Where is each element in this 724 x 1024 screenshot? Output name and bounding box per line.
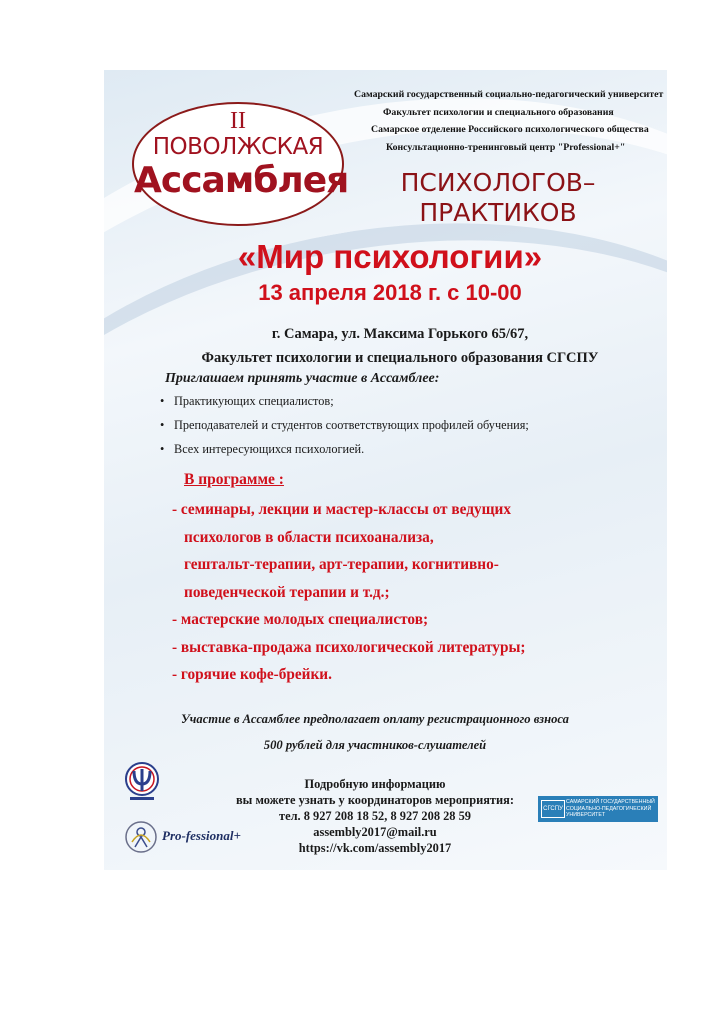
- list-item: • Преподавателей и студентов соответствующих профилей обучения;: [156, 413, 636, 437]
- event-date: 13 апреля 2018 г. с 10-00: [258, 280, 522, 305]
- event-title: «Мир психологии»: [237, 238, 543, 275]
- invite-heading: Приглашаем принять участие в Ассамблее:: [165, 371, 440, 386]
- organizers-block: [354, 86, 674, 156]
- university-name-line: УНИВЕРСИТЕТ: [566, 812, 606, 818]
- program-line: гештальт-терапии, арт-терапии, когнитивно-: [184, 556, 499, 573]
- university-name-line: СОЦИАЛЬНО-ПЕДАГОГИЧЕСКИЙ: [566, 805, 652, 812]
- address-block: [160, 322, 640, 370]
- list-item: • Всех интересующихся психологией.: [156, 437, 636, 461]
- program-list: [172, 496, 642, 689]
- audience-list: [156, 389, 636, 461]
- subtitle: [348, 168, 648, 228]
- subtitle-line-1: ПСИХОЛОГОВ–: [400, 168, 596, 197]
- professional-plus-logo-icon: [124, 820, 158, 854]
- organizer-line: Самарское отделение Российского психологического общества: [371, 124, 649, 135]
- university-abbr: СГСПУ: [541, 800, 565, 818]
- university-name-line: САМАРСКИЙ ГОСУДАРСТВЕННЫЙ: [566, 799, 655, 805]
- assembly-emblem: [132, 102, 349, 226]
- fee-block: [140, 706, 610, 758]
- program-line: - мастерские молодых специалистов;: [172, 611, 429, 628]
- professional-plus-text: Pro-fessional+: [162, 828, 241, 843]
- subtitle-line-2: ПРАКТИКОВ: [419, 198, 577, 227]
- fee-line: Участие в Ассамблее предполагает оплату регистрационного взноса: [181, 712, 569, 726]
- program-line: - семинары, лекции и мастер-классы от ведущих: [172, 501, 512, 518]
- program-line: психологов в области психоанализа,: [184, 528, 434, 546]
- fee-line: 500 рублей для участников-слушателей: [263, 738, 487, 752]
- psi-emblem-icon: [124, 760, 160, 806]
- organizer-line: Факультет психологии и специального образования: [383, 106, 614, 118]
- list-item: • Практикующих специалистов;: [156, 389, 636, 413]
- organizer-line: Самарский государственный социально-педагогический университет: [354, 89, 664, 100]
- program-line: - выставка-продажа психологической литературы;: [172, 638, 526, 656]
- contacts-line: Подробную информацию: [304, 777, 446, 791]
- professional-plus-logo: [124, 820, 284, 856]
- emblem-line-2: Ассамблея: [134, 160, 349, 201]
- program-heading: В программе :: [184, 471, 284, 488]
- university-logo: [538, 796, 658, 822]
- contacts-line: вы можете узнать у координаторов мероприятия:: [235, 793, 514, 807]
- university-name: [566, 799, 656, 819]
- vk-link[interactable]: https://vk.com/assembly2017: [298, 841, 452, 855]
- organizer-line: Консультационно-тренинговый центр "Professional+": [386, 141, 626, 153]
- emblem-number: II: [230, 108, 246, 134]
- email-link[interactable]: assembly2017@mail.ru: [313, 825, 437, 839]
- program-line: поведенческой терапии и т.д.;: [184, 583, 390, 601]
- emblem-line-1: ПОВОЛЖСКАЯ: [152, 134, 324, 160]
- address-line: Факультет психологии и специального образования СГСПУ: [201, 350, 599, 366]
- phone-numbers: тел. 8 927 208 18 52, 8 927 208 28 59: [278, 809, 471, 823]
- program-line: - горячие кофе-брейки.: [172, 666, 332, 683]
- address-line: г. Самара, ул. Максима Горького 65/67,: [271, 326, 529, 342]
